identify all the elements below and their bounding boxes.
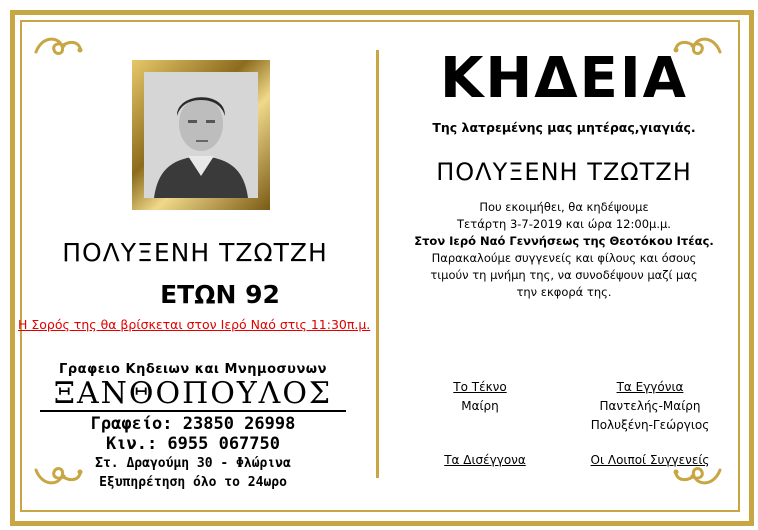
announcement-church: Στον Ιερό Ναό Γεννήσεως της Θεοτόκου Ιτέας. [414, 234, 714, 248]
announcement-line-4: Παρακαλούμε συγγενείς και φίλους και όσους [431, 251, 697, 265]
funeral-subtitle: Της λατρεμένης μας μητέρας,γιαγιάς. [432, 120, 696, 135]
deceased-name-right: ΠΟΛΥΞΕΝΗ ΤΖΩΤΖΗ [436, 158, 692, 186]
child-label: Το Τέκνο [453, 380, 507, 394]
agency-mobile-phone: Κιν.: 6955 067750 [106, 434, 280, 454]
child-name: Μαίρη [461, 399, 499, 413]
agency-title: Γραφειο Κηδειων και Μνημοσυνων [59, 362, 327, 377]
portrait-frame [132, 60, 270, 210]
vertical-divider [376, 50, 379, 478]
agency-office-phone: Γραφείο: 23850 26998 [90, 414, 296, 434]
other-relatives-label: Οι Λοιποί Συγγενείς [590, 453, 710, 467]
announcement-date-time: Τετάρτη 3-7-2019 και ώρα 12:00μ.μ. [457, 217, 671, 231]
funeral-title: ΚΗΔΕΙΑ [439, 46, 689, 111]
coffin-notice: Η Σορός της θα βρίσκεται στον Ιερό Ναό στις 11:30π.μ. [18, 317, 371, 332]
age-label: ΕΤΩΝ 92 [160, 280, 280, 309]
grandchildren-line-2: Πολυξένη-Γεώργιος [590, 418, 710, 432]
agency-name: ΞΑΝΘΟΠΟΥΛΟΣ [40, 378, 346, 412]
corner-ornament-top-left [32, 32, 84, 60]
great-grandchildren-label: Τα Δισέγγονα [444, 453, 526, 467]
grandchildren-label: Τα Εγγόνια [616, 380, 684, 394]
announcement-line-1: Που εκοιμήθει, θα κηδέψουμε [479, 200, 649, 214]
grandchildren-line-1: Παντελής-Μαίρη [599, 399, 701, 413]
agency-address: Στ. Δραγούμη 30 - Φλώρινα [95, 456, 291, 471]
announcement-line-6: την εκφορά της. [516, 285, 612, 299]
portrait-photo [144, 72, 258, 198]
deceased-name-left: ΠΟΛΥΞΕΝΗ ΤΖΩΤΖΗ [62, 238, 328, 267]
announcement-line-5: τιμούν τη μνήμη της, να συνοδέψουν μαζί μας [430, 268, 698, 282]
agency-service-hours: Εξυπηρέτηση όλο το 24ωρο [99, 475, 287, 490]
